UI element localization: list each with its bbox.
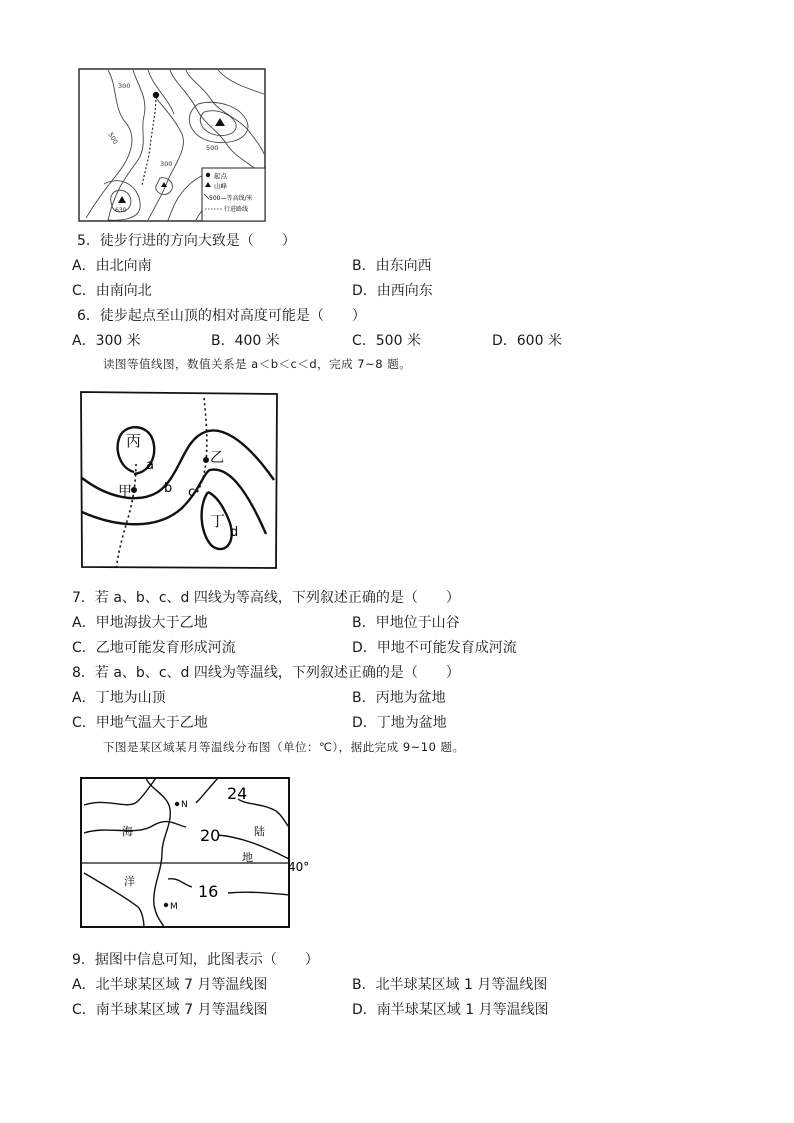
q8-option-d[interactable]: D．丁地为盆地 — [352, 715, 447, 731]
contour-label-500: 500 — [106, 131, 120, 146]
start-point-marker — [153, 92, 159, 98]
label-bing: 丙 — [126, 432, 142, 450]
q6-option-a[interactable]: A．300 米 — [72, 333, 141, 349]
label-yang: 洋 — [124, 875, 135, 888]
q6-stem: 6．徒步起点至山顶的相对高度可能是（ ） — [77, 308, 366, 324]
isotherm-figure — [78, 775, 316, 931]
q7-option-d[interactable]: D．甲地不可能发育成河流 — [352, 640, 517, 656]
isoline-figure — [78, 388, 280, 571]
q6-option-d[interactable]: D．600 米 — [492, 333, 562, 349]
label-d: d — [230, 525, 239, 540]
point-m — [164, 903, 168, 907]
label-ding: 丁 — [210, 512, 226, 530]
label-b: b — [164, 481, 173, 496]
legend-route-label: 行进路线 — [224, 206, 249, 213]
label-jia: 甲 — [118, 484, 132, 500]
q7-stem: 7．若 a、b、c、d 四线为等高线，下列叙述正确的是（ ） — [72, 590, 460, 606]
legend-start-icon — [206, 173, 210, 177]
contour-label-300: 300 — [118, 82, 131, 90]
label-m: M — [170, 902, 178, 912]
latitude-label: 40° — [288, 860, 310, 874]
point-n — [175, 802, 179, 806]
q9-option-a[interactable]: A．北半球某区域 7 月等温线图 — [72, 977, 268, 993]
label-c: c — [188, 485, 196, 500]
intro-questions-7-8: 读图等值线图，数值关系是 a＜b＜c＜d，完成 7~8 题。 — [103, 357, 412, 371]
label-di: 地 — [242, 851, 253, 864]
label-a: a — [146, 458, 154, 473]
isotherm-20-label: 20 — [200, 826, 221, 845]
label-hai: 海 — [122, 825, 133, 838]
q5-option-a[interactable]: A．由北向南 — [72, 258, 152, 274]
contour-label-500b: 500 — [206, 144, 219, 152]
q7-option-c[interactable]: C．乙地可能发育形成河流 — [72, 640, 236, 656]
legend-contour-label: 500—等高线/米 — [209, 195, 253, 202]
q7-option-b[interactable]: B．甲地位于山谷 — [352, 615, 460, 631]
q5-stem: 5．徒步行进的方向大致是（ ） — [77, 233, 296, 249]
q9-option-c[interactable]: C．南半球某区域 7 月等温线图 — [72, 1002, 268, 1018]
isoline-frame — [81, 392, 277, 568]
q9-stem: 9．据图中信息可知，此图表示（ ） — [72, 952, 319, 968]
q9-option-b[interactable]: B．北半球某区域 1 月等温线图 — [352, 977, 548, 993]
topo-legend — [202, 168, 265, 221]
q6-option-c[interactable]: C．500 米 — [352, 333, 421, 349]
label-yi: 乙 — [210, 450, 224, 466]
isotherm-16-label: 16 — [198, 882, 219, 901]
label-lu: 陆 — [254, 825, 265, 838]
q8-stem: 8．若 a、b、c、d 四线为等温线，下列叙述正确的是（ ） — [72, 665, 460, 681]
q8-option-c[interactable]: C．甲地气温大于乙地 — [72, 715, 208, 731]
topo-map-figure — [78, 68, 266, 222]
legend-start-label: 起点 — [214, 172, 227, 180]
point-yi — [203, 457, 209, 463]
q8-option-a[interactable]: A．丁地为山顶 — [72, 690, 166, 706]
label-n: N — [181, 800, 188, 810]
intro-questions-9-10: 下图是某区域某月等温线分布图（单位：℃），据此完成 9~10 题。 — [103, 740, 465, 754]
q8-option-b[interactable]: B．丙地为盆地 — [352, 690, 446, 706]
q6-option-b[interactable]: B．400 米 — [211, 333, 280, 349]
peak-elevation-label: 630 — [115, 207, 127, 214]
isotherm-24-label: 24 — [227, 784, 248, 803]
contour-label-300b: 300 — [160, 160, 173, 168]
q9-option-d[interactable]: D．南半球某区域 1 月等温线图 — [352, 1002, 549, 1018]
q5-option-b[interactable]: B．由东向西 — [352, 258, 432, 274]
q5-option-c[interactable]: C．由南向北 — [72, 283, 152, 299]
q5-option-d[interactable]: D．由西向东 — [352, 283, 433, 299]
legend-peak-label: 山峰 — [214, 182, 227, 190]
q7-option-a[interactable]: A．甲地海拔大于乙地 — [72, 615, 208, 631]
